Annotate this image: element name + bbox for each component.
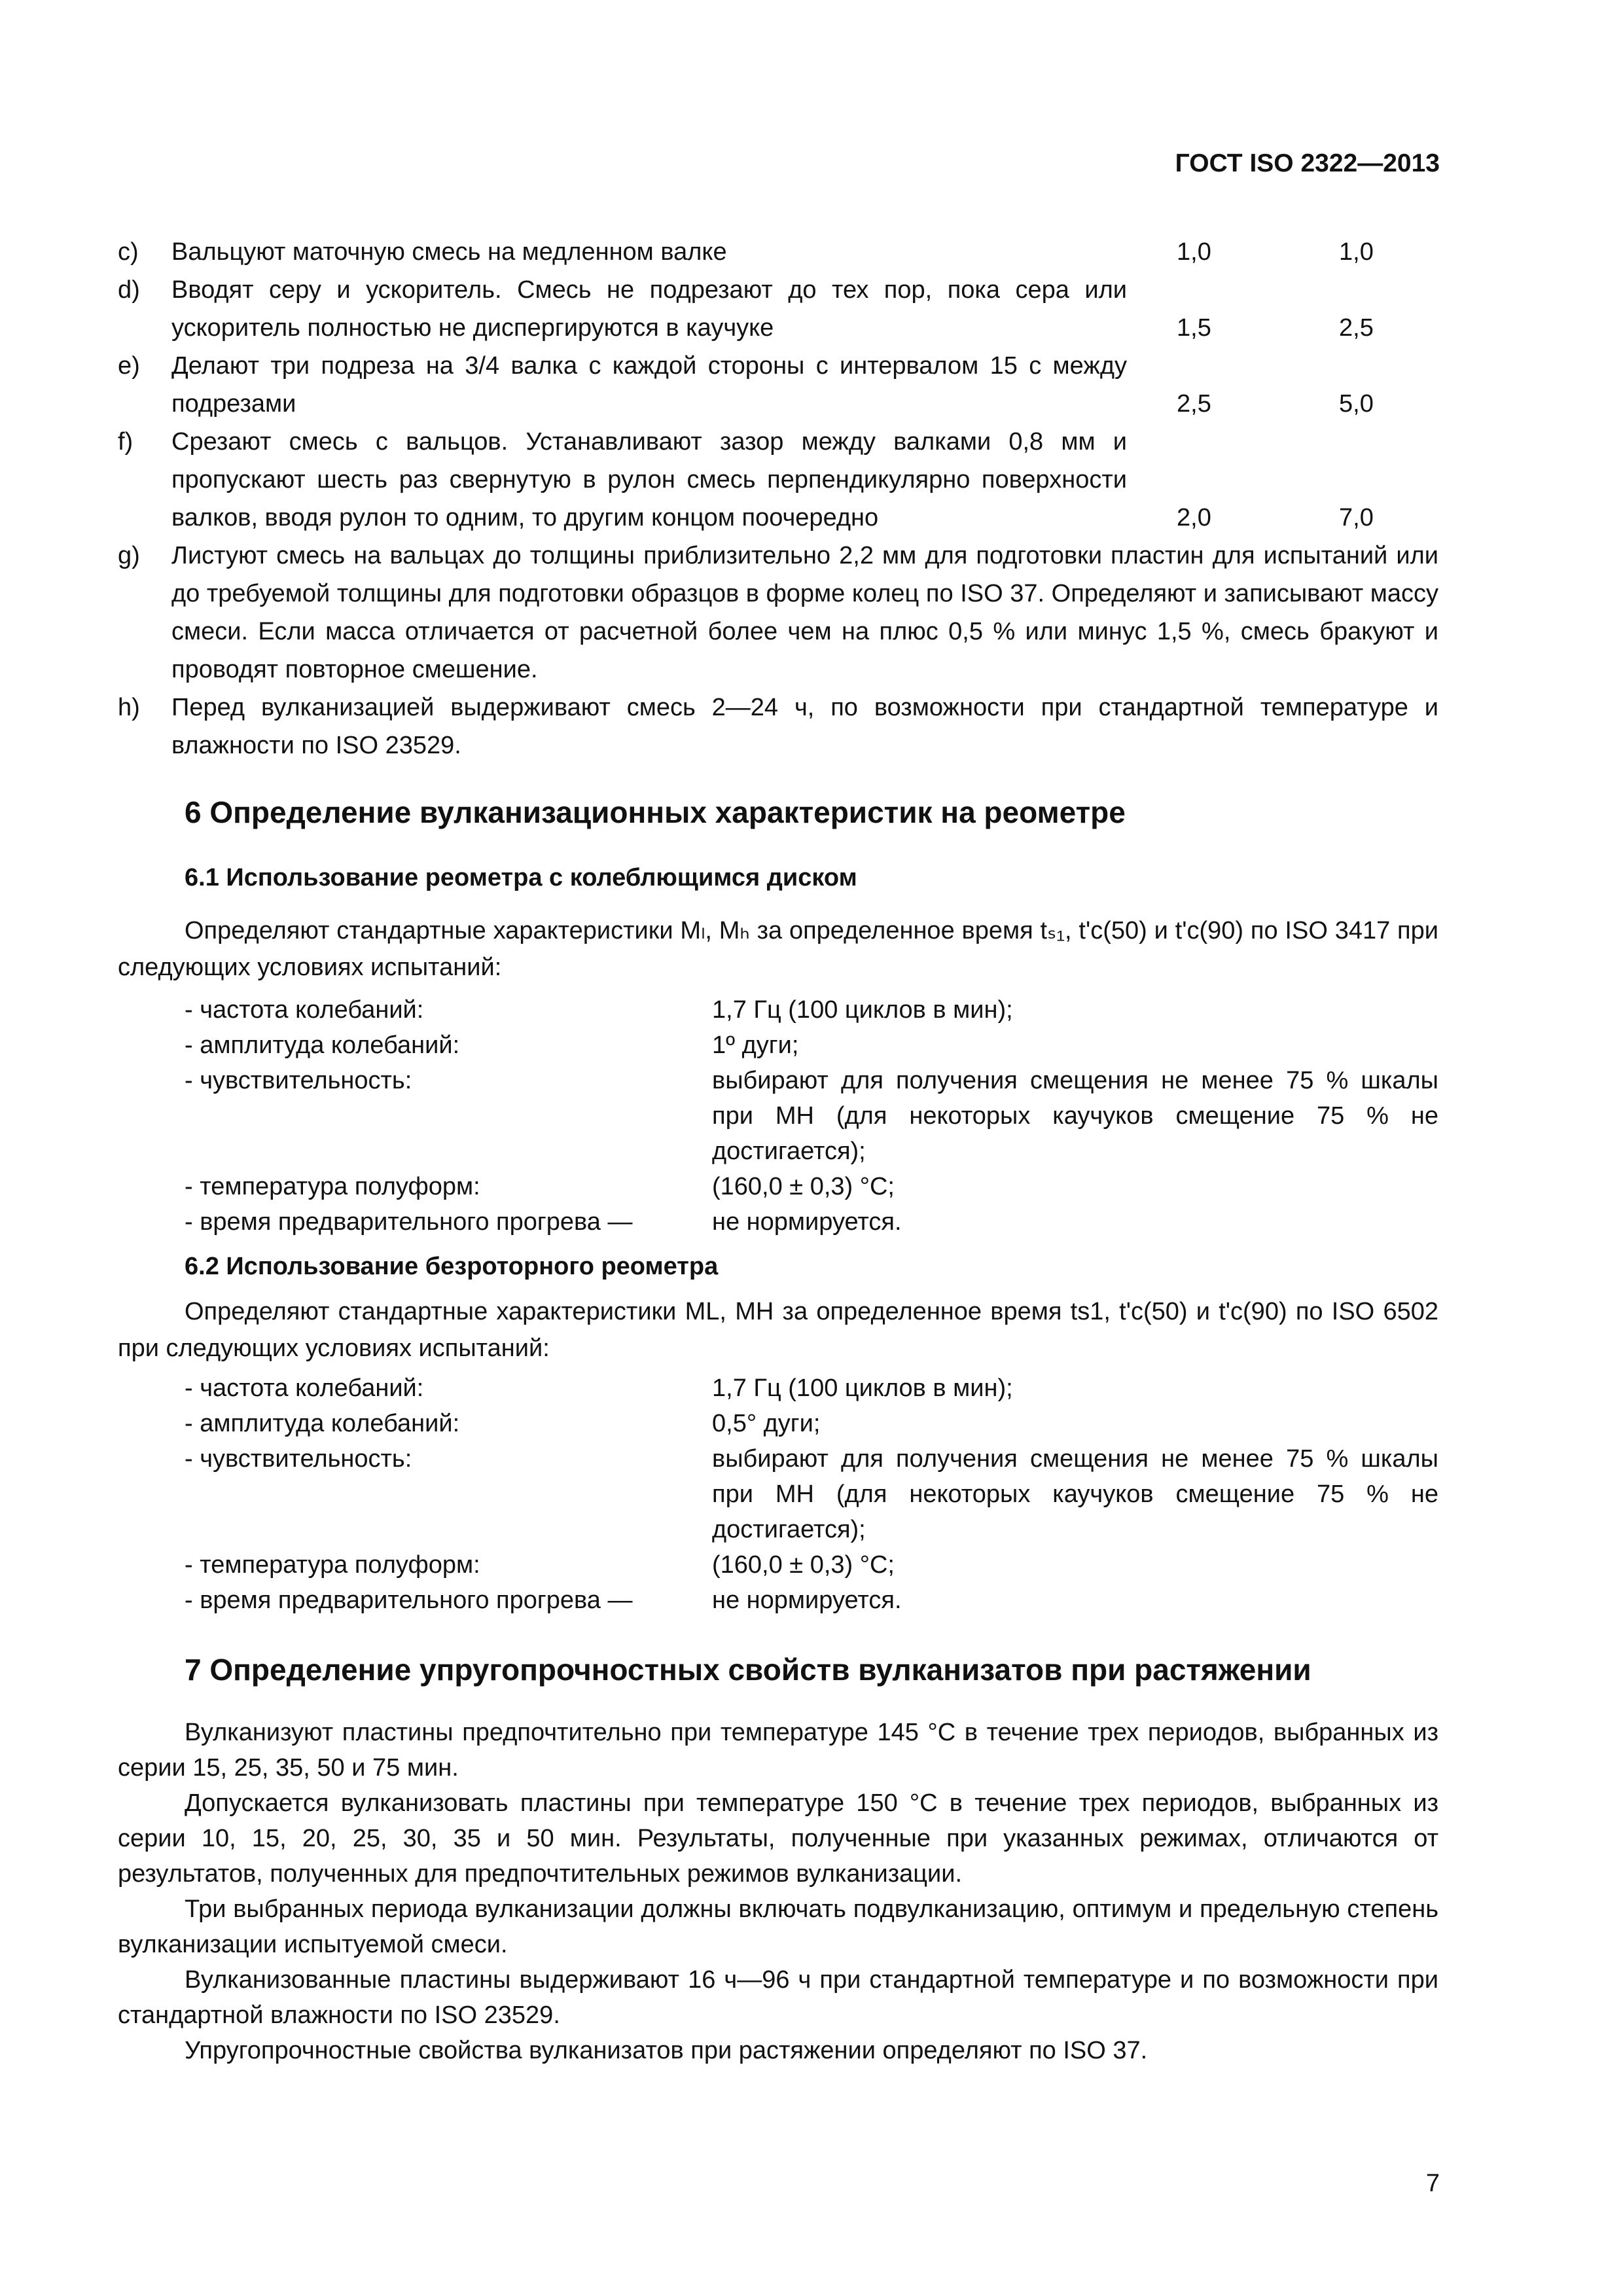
step-item (118, 271, 1438, 347)
condition-name: - время предварительного прогрева — (185, 1208, 633, 1236)
condition-name: - амплитуда колебаний: (185, 1410, 460, 1437)
step-label: f) (118, 428, 134, 456)
step-item (118, 537, 1438, 689)
condition-name: - частота колебаний: (185, 1374, 424, 1402)
step-time-1: 2,5 (1177, 390, 1211, 418)
condition-row (185, 1204, 1438, 1240)
paragraph: Упругопрочностные свойства вулканизатов при растяжении определяют по ISO 37. (185, 2037, 1148, 2064)
condition-value: (160,0 ± 0,3) °С; (712, 1551, 895, 1579)
step-text: Вводят серу и ускоритель. Смесь не подрезают до тех пор, пока сера или ускоритель полностью не диспергируются в каучуке (171, 276, 1127, 342)
condition-name: - время предварительного прогрева — (185, 1587, 633, 1614)
step-text: Перед вулканизацией выдерживают смесь 2—24 ч, по возможности при стандартной температуре и влажности по ISO 23529. (171, 694, 1438, 759)
condition-row (185, 992, 1438, 1028)
condition-name: - температура полуформ: (185, 1551, 480, 1579)
page-number: 7 (1425, 2170, 1440, 2197)
step-item (118, 233, 1438, 271)
mixing-steps-list (118, 233, 1438, 764)
step-text: Срезают смесь с вальцов. Устанавливают зазор между валками 0,8 мм и пропускают шесть раз свернутую в рулон смесь перпендикулярно поверхности валков, вводя рулон то одним, то другим концом поочередно (171, 428, 1127, 531)
step-item (118, 689, 1438, 764)
condition-value: выбирают для получения смещения не менее 75 % шкалы при MH (для некоторых каучуков смещение 75 % не достигается); (712, 1067, 1438, 1165)
condition-row (185, 1441, 1438, 1547)
condition-row (185, 1028, 1438, 1063)
condition-row (185, 1547, 1438, 1583)
condition-row (185, 1063, 1438, 1169)
section-7-body (118, 1715, 1438, 2068)
condition-value: 0,5° дуги; (712, 1410, 821, 1437)
step-text: Вальцуют маточную смесь на медленном валке (171, 238, 727, 266)
step-label: h) (118, 694, 140, 721)
subsection-6-2-heading: 6.2 Использование безроторного реометра (185, 1253, 719, 1280)
condition-name: - температура полуформ: (185, 1173, 480, 1200)
step-label: g) (118, 542, 140, 569)
step-item (118, 347, 1438, 423)
subsection-6-1-heading: 6.1 Использование реометра с колеблющимся диском (185, 864, 857, 891)
step-time-1: 1,0 (1177, 238, 1211, 266)
condition-name: - частота колебаний: (185, 996, 424, 1024)
condition-name: - чувствительность: (185, 1067, 412, 1094)
condition-value: выбирают для получения смещения не менее 75 % шкалы при MH (для некоторых каучуков смещение 75 % не достигается); (712, 1445, 1438, 1543)
condition-value: 1,7 Гц (100 циклов в мин); (712, 996, 1013, 1024)
section-6-heading: 6 Определение вулканизационных характеристик на реометре (185, 795, 1126, 829)
step-label: d) (118, 276, 140, 304)
condition-name: - чувствительность: (185, 1445, 412, 1473)
document-code: ГОСТ ISO 2322—2013 (1175, 149, 1440, 177)
condition-name: - амплитуда колебаний: (185, 1031, 460, 1059)
paragraph: Три выбранных периода вулканизации должны включать подвулканизацию, оптимум и предельную степень вулканизации испытуемой смеси. (118, 1895, 1438, 1958)
step-text: Делают три подреза на 3/4 валка с каждой стороны с интервалом 15 с между подрезами (171, 352, 1127, 418)
condition-value: 1º дуги; (712, 1031, 799, 1059)
paragraph: Вулканизуют пластины предпочтительно при температуре 145 °С в течение трех периодов, выбранных из серии 15, 25, 35, 50 и 75 мин. (118, 1719, 1438, 1782)
condition-row (185, 1583, 1438, 1618)
section-7-heading: 7 Определение упругопрочностных свойств вулканизатов при растяжении (185, 1653, 1311, 1687)
condition-value: (160,0 ± 0,3) °С; (712, 1173, 895, 1200)
step-time-1: 1,5 (1177, 314, 1211, 342)
subsection-6-1-intro: Определяют стандартные характеристики Mₗ, Mₕ за определенное время tₛ₁, t'c(50) и t'c(90) по ISO 3417 при следующих условиях испытаний: (118, 917, 1438, 981)
condition-row (185, 1371, 1438, 1406)
step-item (118, 423, 1438, 537)
subsection-6-2-intro: Определяют стандартные характеристики ML, MH за определенное время ts1, t'c(50) и t'c(90) по ISO 6502 при следующих условиях испытаний: (118, 1298, 1438, 1362)
paragraph: Вулканизованные пластины выдерживают 16 ч—96 ч при стандартной температуре и по возможности при стандартной влажности по ISO 23529. (118, 1966, 1438, 2029)
condition-value: 1,7 Гц (100 циклов в мин); (712, 1374, 1013, 1402)
condition-value: не нормируется. (712, 1208, 902, 1236)
step-time-2: 7,0 (1339, 504, 1374, 531)
step-time-2: 2,5 (1339, 314, 1374, 342)
paragraph: Допускается вулканизовать пластины при температуре 150 °С в течение трех периодов, выбранных из серии 10, 15, 20, 25, 30, 35 и 50 мин. Результаты, полученные при указанных режимах, отличаются от результатов, полученных для предпочтительных режимов вулканизации. (118, 1789, 1438, 1888)
step-label: e) (118, 352, 140, 380)
step-text: Листуют смесь на вальцах до толщины приблизительно 2,2 мм для подготовки пластин для испытаний или до требуемой толщины для подготовки образцов в форме колец по ISO 37. Определяют и записывают массу смеси. Если масса отличается от расчетной более чем на плюс 0,5 % или минус 1,5 %, смесь бракуют и проводят повторное смешение. (171, 542, 1438, 683)
condition-value: не нормируется. (712, 1587, 902, 1614)
condition-row (185, 1406, 1438, 1441)
step-label: c) (118, 238, 139, 266)
condition-row (185, 1169, 1438, 1204)
step-time-2: 5,0 (1339, 390, 1374, 418)
step-time-1: 2,0 (1177, 504, 1211, 531)
test-conditions-6-1 (185, 992, 1438, 1240)
step-time-2: 1,0 (1339, 238, 1374, 266)
test-conditions-6-2 (185, 1371, 1438, 1618)
